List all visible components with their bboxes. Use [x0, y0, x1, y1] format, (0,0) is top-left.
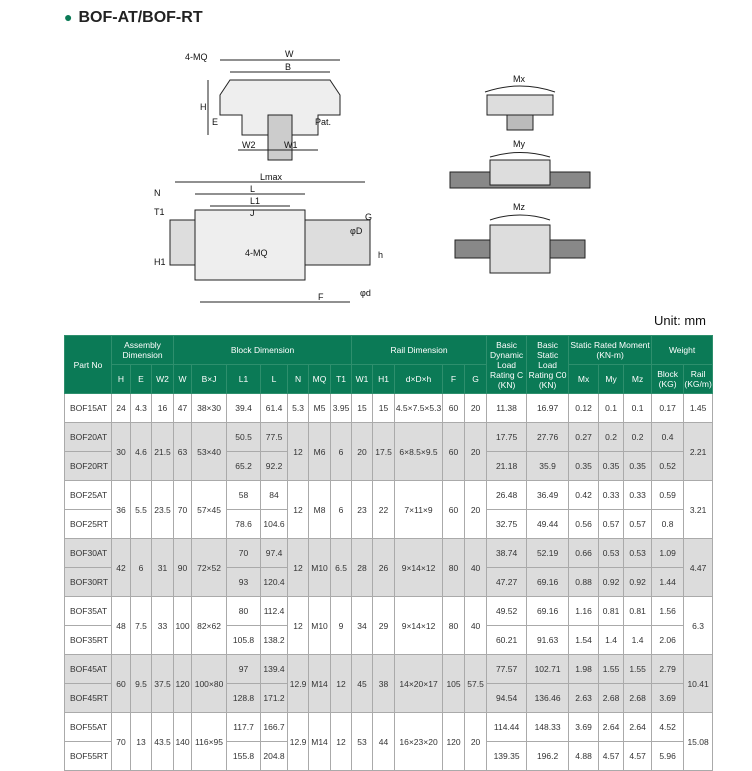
cell-h: 60 — [112, 655, 131, 713]
cell-n: 12.9 — [288, 655, 309, 713]
cell-w1: 23 — [352, 481, 373, 539]
cell-my: 4.57 — [599, 742, 624, 771]
subheader-cell: E — [131, 365, 152, 394]
cell-l1: 105.8 — [227, 626, 261, 655]
cell-c0: 36.49 — [527, 481, 569, 510]
cell-t1: 6 — [331, 423, 352, 481]
cell-h: 24 — [112, 394, 131, 423]
cell-c: 26.48 — [487, 481, 527, 510]
subheader-cell: H1 — [373, 365, 395, 394]
cell-f: 60 — [443, 394, 465, 423]
cell-h: 42 — [112, 539, 131, 597]
cell-l1: 117.7 — [227, 713, 261, 742]
table-row — [65, 713, 713, 742]
cell-part: BOF35AT — [65, 597, 112, 626]
cell-w: 63 — [174, 423, 192, 481]
subheader-cell: H — [112, 365, 131, 394]
cell-mq: M8 — [309, 481, 331, 539]
cell-ddh: 6×8.5×9.5 — [395, 423, 443, 481]
cell-t1: 12 — [331, 713, 352, 771]
cell-block: 3.69 — [652, 684, 684, 713]
cell-n: 12 — [288, 597, 309, 655]
cell-w: 90 — [174, 539, 192, 597]
cell-part: BOF45AT — [65, 655, 112, 684]
cell-t1: 9 — [331, 597, 352, 655]
cell-l1: 50.5 — [227, 423, 261, 452]
cell-w1: 20 — [352, 423, 373, 481]
cell-n: 5.3 — [288, 394, 309, 423]
subheader-cell: Block (KG) — [652, 365, 684, 394]
cell-w2: 33 — [152, 597, 174, 655]
cell-mz: 0.53 — [624, 539, 652, 568]
cell-mx: 4.88 — [569, 742, 599, 771]
label-h: H — [200, 102, 207, 112]
cell-mz: 0.92 — [624, 568, 652, 597]
cell-block: 0.17 — [652, 394, 684, 423]
cell-w: 70 — [174, 481, 192, 539]
subheader-cell: G — [465, 365, 487, 394]
subheader-cell: d×D×h — [395, 365, 443, 394]
cell-l: 112.4 — [261, 597, 288, 626]
title-text: BOF-AT/BOF-RT — [78, 9, 203, 26]
cell-h1: 15 — [373, 394, 395, 423]
spec-table — [64, 335, 713, 771]
cell-w: 140 — [174, 713, 192, 771]
table-row — [65, 394, 713, 423]
cell-my: 0.57 — [599, 510, 624, 539]
cell-c0: 49.44 — [527, 510, 569, 539]
label-w1: W1 — [284, 140, 298, 150]
cell-w: 100 — [174, 597, 192, 655]
cell-part: BOF25RT — [65, 510, 112, 539]
cell-rail: 1.45 — [684, 394, 713, 423]
header-static-load: Basic Static Load Rating C0 (KN) — [527, 336, 569, 394]
cell-mq: M6 — [309, 423, 331, 481]
cell-h: 30 — [112, 423, 131, 481]
cell-h1: 38 — [373, 655, 395, 713]
label-l: L — [250, 184, 256, 194]
cell-f: 80 — [443, 597, 465, 655]
cell-w1: 28 — [352, 539, 373, 597]
subheader-cell: Mx — [569, 365, 599, 394]
cell-mq: M10 — [309, 539, 331, 597]
cell-h1: 29 — [373, 597, 395, 655]
cell-n: 12 — [288, 423, 309, 481]
cell-w1: 15 — [352, 394, 373, 423]
cell-l1: 65.2 — [227, 452, 261, 481]
label-w: W — [285, 49, 294, 59]
table-row — [65, 597, 713, 626]
header-block: Block Dimension — [174, 336, 352, 365]
cell-g: 40 — [465, 597, 487, 655]
cell-l1: 70 — [227, 539, 261, 568]
cell-c: 139.35 — [487, 742, 527, 771]
label-4mq: 4-MQ — [185, 52, 208, 62]
cell-c: 32.75 — [487, 510, 527, 539]
cell-l1: 155.8 — [227, 742, 261, 771]
header-dynamic-load: Basic Dynamic Load Rating C (KN) — [487, 336, 527, 394]
cell-t1: 3.95 — [331, 394, 352, 423]
cell-t1: 6 — [331, 481, 352, 539]
subheader-cell: W — [174, 365, 192, 394]
subheader-cell: L — [261, 365, 288, 394]
cell-w2: 21.5 — [152, 423, 174, 481]
cell-n: 12 — [288, 481, 309, 539]
cell-my: 0.92 — [599, 568, 624, 597]
cell-mz: 0.2 — [624, 423, 652, 452]
cell-mz: 1.55 — [624, 655, 652, 684]
header-assembly: Assembly Dimension — [112, 336, 174, 365]
cell-bj: 100×80 — [192, 655, 227, 713]
label-h1: H1 — [154, 257, 166, 267]
subheader-cell: Mz — [624, 365, 652, 394]
cell-e: 4.3 — [131, 394, 152, 423]
subheader-cell: L1 — [227, 365, 261, 394]
cell-w1: 45 — [352, 655, 373, 713]
cell-l1: 93 — [227, 568, 261, 597]
cell-c0: 52.19 — [527, 539, 569, 568]
cell-mz: 0.57 — [624, 510, 652, 539]
cell-mz: 0.81 — [624, 597, 652, 626]
label-pat: Pat. — [315, 117, 332, 127]
subheader-cell: T1 — [331, 365, 352, 394]
cell-l: 97.4 — [261, 539, 288, 568]
cell-w2: 23.5 — [152, 481, 174, 539]
cell-ddh: 9×14×12 — [395, 539, 443, 597]
cell-mx: 0.88 — [569, 568, 599, 597]
label-e: E — [212, 117, 219, 127]
cell-mq: M10 — [309, 597, 331, 655]
label-mz: Mz — [513, 202, 525, 212]
cell-part: BOF15AT — [65, 394, 112, 423]
cell-mz: 0.35 — [624, 452, 652, 481]
cell-w2: 43.5 — [152, 713, 174, 771]
moment-diagrams — [445, 70, 595, 300]
cell-block: 1.56 — [652, 597, 684, 626]
cell-c0: 27.76 — [527, 423, 569, 452]
cell-block: 1.44 — [652, 568, 684, 597]
cell-mx: 0.35 — [569, 452, 599, 481]
table-row — [65, 423, 713, 452]
page-title — [64, 9, 203, 27]
cell-bj: 116×95 — [192, 713, 227, 771]
label-n: N — [154, 188, 161, 198]
cell-ddh: 9×14×12 — [395, 597, 443, 655]
label-t1: T1 — [154, 207, 165, 217]
cell-l1: 58 — [227, 481, 261, 510]
cell-t1: 6.5 — [331, 539, 352, 597]
subheader-cell: N — [288, 365, 309, 394]
subheader-cell: My — [599, 365, 624, 394]
cell-ddh: 4.5×7.5×5.3 — [395, 394, 443, 423]
cell-mx: 1.54 — [569, 626, 599, 655]
cell-n: 12.9 — [288, 713, 309, 771]
cell-l: 104.6 — [261, 510, 288, 539]
cell-block: 2.06 — [652, 626, 684, 655]
cell-l: 166.7 — [261, 713, 288, 742]
header-moment: Static Rated Moment (KN-m) — [569, 336, 652, 365]
cell-w2: 16 — [152, 394, 174, 423]
cell-mq: M14 — [309, 655, 331, 713]
label-h-small: h — [378, 250, 384, 260]
cell-c0: 102.71 — [527, 655, 569, 684]
cell-c: 94.54 — [487, 684, 527, 713]
cell-my: 0.35 — [599, 452, 624, 481]
cell-w1: 34 — [352, 597, 373, 655]
label-lmax: Lmax — [260, 172, 283, 182]
cell-l1: 80 — [227, 597, 261, 626]
cell-bj: 72×52 — [192, 539, 227, 597]
cell-ddh: 16×23×20 — [395, 713, 443, 771]
cell-bj: 53×40 — [192, 423, 227, 481]
cell-my: 0.1 — [599, 394, 624, 423]
cell-h: 36 — [112, 481, 131, 539]
header-part-no: Part No — [65, 336, 112, 394]
cell-w: 47 — [174, 394, 192, 423]
cell-bj: 38×30 — [192, 394, 227, 423]
cell-f: 80 — [443, 539, 465, 597]
cell-rail: 15.08 — [684, 713, 713, 771]
cell-mz: 0.1 — [624, 394, 652, 423]
label-l1: L1 — [250, 196, 261, 206]
cell-rail: 6.3 — [684, 597, 713, 655]
cell-h1: 17.5 — [373, 423, 395, 481]
cell-bj: 57×45 — [192, 481, 227, 539]
cell-e: 13 — [131, 713, 152, 771]
cell-c0: 148.33 — [527, 713, 569, 742]
cell-c: 60.21 — [487, 626, 527, 655]
cell-c: 114.44 — [487, 713, 527, 742]
cell-h: 70 — [112, 713, 131, 771]
cell-block: 0.59 — [652, 481, 684, 510]
cell-c0: 69.16 — [527, 597, 569, 626]
cell-w1: 53 — [352, 713, 373, 771]
cell-block: 0.8 — [652, 510, 684, 539]
bullet-icon: ● — [64, 9, 73, 25]
cell-l: 61.4 — [261, 394, 288, 423]
cell-c0: 196.2 — [527, 742, 569, 771]
cell-mx: 0.27 — [569, 423, 599, 452]
cell-e: 5.5 — [131, 481, 152, 539]
label-4mq-side: 4-MQ — [245, 248, 268, 258]
subheader-cell: Rail (KG/m) — [684, 365, 713, 394]
cell-block: 5.96 — [652, 742, 684, 771]
cell-mx: 0.66 — [569, 539, 599, 568]
cell-part: BOF20AT — [65, 423, 112, 452]
cell-l: 84 — [261, 481, 288, 510]
cell-part: BOF25AT — [65, 481, 112, 510]
cell-l: 171.2 — [261, 684, 288, 713]
subheader-cell: W2 — [152, 365, 174, 394]
cell-l1: 78.6 — [227, 510, 261, 539]
cell-my: 2.64 — [599, 713, 624, 742]
label-phi-D: φD — [350, 226, 363, 236]
cell-mx: 0.56 — [569, 510, 599, 539]
cell-mq: M14 — [309, 713, 331, 771]
cell-part: BOF55AT — [65, 713, 112, 742]
cell-rail: 10.41 — [684, 655, 713, 713]
cell-mx: 2.63 — [569, 684, 599, 713]
cell-mq: M5 — [309, 394, 331, 423]
cell-block: 4.52 — [652, 713, 684, 742]
label-f: F — [318, 292, 324, 302]
cell-ddh: 14×20×17 — [395, 655, 443, 713]
cell-my: 0.33 — [599, 481, 624, 510]
cell-g: 20 — [465, 713, 487, 771]
subheader-cell: W1 — [352, 365, 373, 394]
cell-f: 105 — [443, 655, 465, 713]
table-row — [65, 539, 713, 568]
cell-c: 49.52 — [487, 597, 527, 626]
cell-w2: 31 — [152, 539, 174, 597]
cell-block: 0.4 — [652, 423, 684, 452]
cell-c0: 136.46 — [527, 684, 569, 713]
cell-t1: 12 — [331, 655, 352, 713]
cell-n: 12 — [288, 539, 309, 597]
table-row — [65, 481, 713, 510]
cell-l: 77.5 — [261, 423, 288, 452]
table-row — [65, 655, 713, 684]
cell-rail: 3.21 — [684, 481, 713, 539]
label-mx: Mx — [513, 74, 525, 84]
cell-block: 2.79 — [652, 655, 684, 684]
label-b: B — [285, 62, 292, 72]
cell-ddh: 7×11×9 — [395, 481, 443, 539]
cell-f: 120 — [443, 713, 465, 771]
label-g: G — [365, 212, 373, 222]
cell-c: 47.27 — [487, 568, 527, 597]
cell-bj: 82×62 — [192, 597, 227, 655]
cell-rail: 4.47 — [684, 539, 713, 597]
cell-g: 40 — [465, 539, 487, 597]
cell-l: 120.4 — [261, 568, 288, 597]
cell-f: 60 — [443, 481, 465, 539]
cell-c0: 35.9 — [527, 452, 569, 481]
header-rail: Rail Dimension — [352, 336, 487, 365]
cell-my: 0.53 — [599, 539, 624, 568]
cell-l1: 97 — [227, 655, 261, 684]
cell-my: 1.55 — [599, 655, 624, 684]
cell-mx: 3.69 — [569, 713, 599, 742]
cell-g: 57.5 — [465, 655, 487, 713]
label-j: J — [250, 208, 255, 218]
cell-e: 4.6 — [131, 423, 152, 481]
subheader-cell: MQ — [309, 365, 331, 394]
subheader-cell: B×J — [192, 365, 227, 394]
cell-c0: 16.97 — [527, 394, 569, 423]
side-view-diagram — [150, 170, 390, 310]
cell-c0: 69.16 — [527, 568, 569, 597]
cell-block: 1.09 — [652, 539, 684, 568]
cell-l: 138.2 — [261, 626, 288, 655]
cell-f: 60 — [443, 423, 465, 481]
cell-mx: 1.16 — [569, 597, 599, 626]
cell-part: BOF30AT — [65, 539, 112, 568]
cell-part: BOF35RT — [65, 626, 112, 655]
cell-my: 0.81 — [599, 597, 624, 626]
cell-h1: 22 — [373, 481, 395, 539]
cell-mz: 2.64 — [624, 713, 652, 742]
cell-g: 20 — [465, 423, 487, 481]
cell-mx: 0.42 — [569, 481, 599, 510]
cell-l1: 128.8 — [227, 684, 261, 713]
cell-mx: 0.12 — [569, 394, 599, 423]
cell-l: 204.8 — [261, 742, 288, 771]
cell-c0: 91.63 — [527, 626, 569, 655]
cell-l: 92.2 — [261, 452, 288, 481]
cell-rail: 2.21 — [684, 423, 713, 481]
cell-h1: 44 — [373, 713, 395, 771]
cell-mz: 0.33 — [624, 481, 652, 510]
cell-mz: 1.4 — [624, 626, 652, 655]
cell-c: 21.18 — [487, 452, 527, 481]
cell-c: 77.57 — [487, 655, 527, 684]
header-weight: Weight — [652, 336, 713, 365]
cell-part: BOF45RT — [65, 684, 112, 713]
front-view-diagram — [180, 40, 380, 165]
cell-h1: 26 — [373, 539, 395, 597]
cell-w2: 37.5 — [152, 655, 174, 713]
cell-l: 139.4 — [261, 655, 288, 684]
cell-l1: 39.4 — [227, 394, 261, 423]
cell-mz: 2.68 — [624, 684, 652, 713]
cell-g: 20 — [465, 481, 487, 539]
cell-e: 9.5 — [131, 655, 152, 713]
cell-c: 17.75 — [487, 423, 527, 452]
cell-mz: 4.57 — [624, 742, 652, 771]
cell-g: 20 — [465, 394, 487, 423]
cell-h: 48 — [112, 597, 131, 655]
label-my: My — [513, 139, 525, 149]
cell-e: 7.5 — [131, 597, 152, 655]
cell-c: 38.74 — [487, 539, 527, 568]
cell-my: 1.4 — [599, 626, 624, 655]
unit-label: Unit: mm — [654, 313, 706, 328]
cell-part: BOF20RT — [65, 452, 112, 481]
cell-part: BOF30RT — [65, 568, 112, 597]
cell-block: 0.52 — [652, 452, 684, 481]
cell-c: 11.38 — [487, 394, 527, 423]
cell-my: 0.2 — [599, 423, 624, 452]
cell-part: BOF55RT — [65, 742, 112, 771]
cell-mx: 1.98 — [569, 655, 599, 684]
label-phi-d: φd — [360, 288, 371, 298]
subheader-cell: F — [443, 365, 465, 394]
cell-my: 2.68 — [599, 684, 624, 713]
cell-w: 120 — [174, 655, 192, 713]
cell-e: 6 — [131, 539, 152, 597]
label-w2: W2 — [242, 140, 256, 150]
